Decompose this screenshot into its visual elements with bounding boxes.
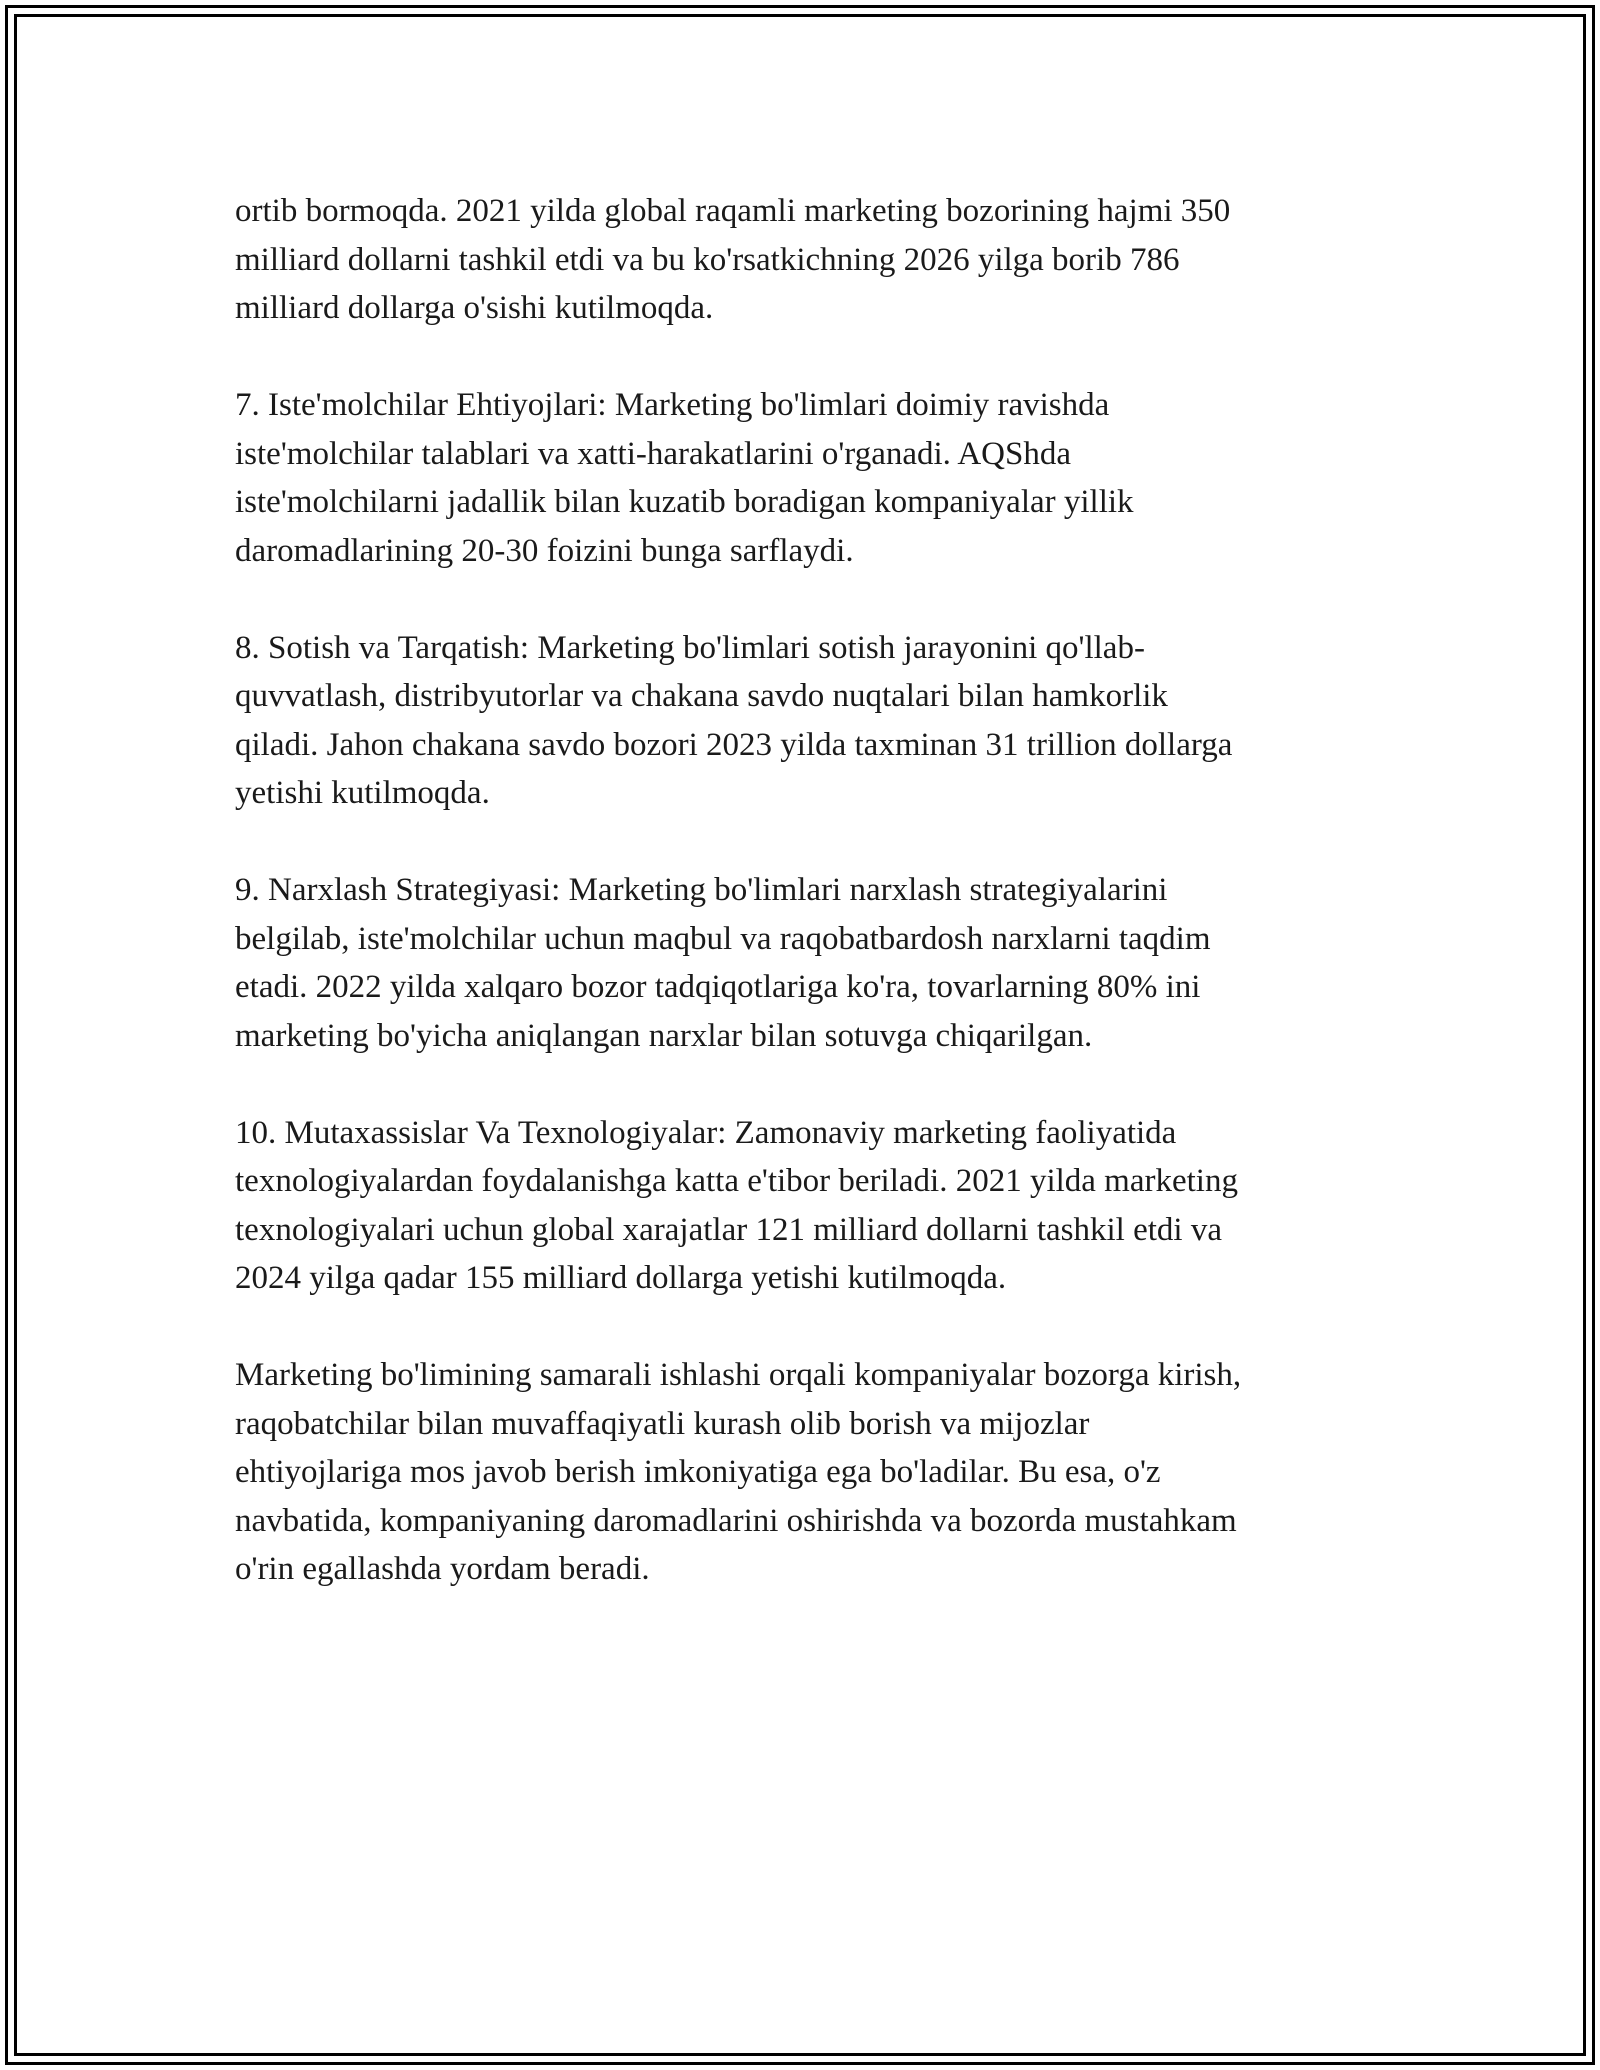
text-line: belgilab, iste'molchilar uchun maqbul va raqobatbardosh narxlarni taqdim <box>235 920 1211 957</box>
text-line: 7. Iste'molchilar Ehtiyojlari: Marketing bo'limlari doimiy ravishda <box>235 387 1110 423</box>
text-line: iste'molchilarni jadallik bilan kuzatib boradigan kompaniyalar yillik <box>235 484 1134 520</box>
document-body <box>235 187 1365 1642</box>
text-line: etadi. 2022 yilda xalqaro bozor tadqiqotlariga ko'ra, tovarlarning 80% ini <box>235 969 1201 1005</box>
paragraph-item-8 <box>235 624 1365 818</box>
text-line: Marketing bo'limining samarali ishlashi orqali kompaniyalar bozorga kirish, <box>235 1357 1242 1393</box>
text-line: texnologiyalardan foydalanishga katta e'tibor beriladi. 2021 yilda marketing <box>235 1163 1238 1199</box>
text-line: iste'molchilar talablari va xatti-harakatlarini o'rganadi. AQShda <box>235 435 1072 472</box>
text-line: 2024 yilga qadar 155 milliard dollarga yetishi kutilmoqda. <box>235 1260 1007 1296</box>
text-line: o'rin egallashda yordam beradi. <box>235 1551 650 1587</box>
text-line: milliard dollarni tashkil etdi va bu ko'rsatkichning 2026 yilga borib 786 <box>235 241 1180 278</box>
text-line: milliard dollarga o'sishi kutilmoqda. <box>235 290 714 326</box>
paragraph-conclusion <box>235 1351 1365 1594</box>
text-line: texnologiyalari uchun global xarajatlar 121 milliard dollarni tashkil etdi va <box>235 1211 1222 1248</box>
text-line: raqobatchilar bilan muvaffaqiyatli kurash olib borish va mijozlar <box>235 1405 1090 1442</box>
text-line: ortib bormoqda. 2021 yilda global raqamli marketing bozorining hajmi 350 <box>235 193 1231 229</box>
text-line: ehtiyojlariga mos javob berish imkoniyatiga ega bo'ladilar. Bu esa, o'z <box>235 1454 1161 1490</box>
text-line: 9. Narxlash Strategiyasi: Marketing bo'limlari narxlash strategiyalarini <box>235 872 1168 908</box>
paragraph-item-9 <box>235 866 1365 1060</box>
text-line: marketing bo'yicha aniqlangan narxlar bilan sotuvga chiqarilgan. <box>235 1017 1093 1054</box>
paragraph-item-10 <box>235 1109 1365 1303</box>
text-line: daromadlarining 20-30 foizini bunga sarflaydi. <box>235 532 854 569</box>
text-line: yetishi kutilmoqda. <box>235 775 490 811</box>
text-line: navbatida, kompaniyaning daromadlarini oshirishda va bozorda mustahkam <box>235 1502 1237 1539</box>
text-line: quvvatlash, distribyutorlar va chakana savdo nuqtalari bilan hamkorlik <box>235 678 1168 714</box>
text-line: qiladi. Jahon chakana savdo bozori 2023 yilda taxminan 31 trillion dollarga <box>235 726 1233 763</box>
paragraph-item-7 <box>235 381 1365 575</box>
text-line: 10. Mutaxassislar Va Texnologiyalar: Zamonaviy marketing faoliyatida <box>235 1114 1177 1151</box>
paragraph-intro-continuation <box>235 187 1365 333</box>
text-line: 8. Sotish va Tarqatish: Marketing bo'limlari sotish jarayonini qo'llab- <box>235 629 1145 666</box>
